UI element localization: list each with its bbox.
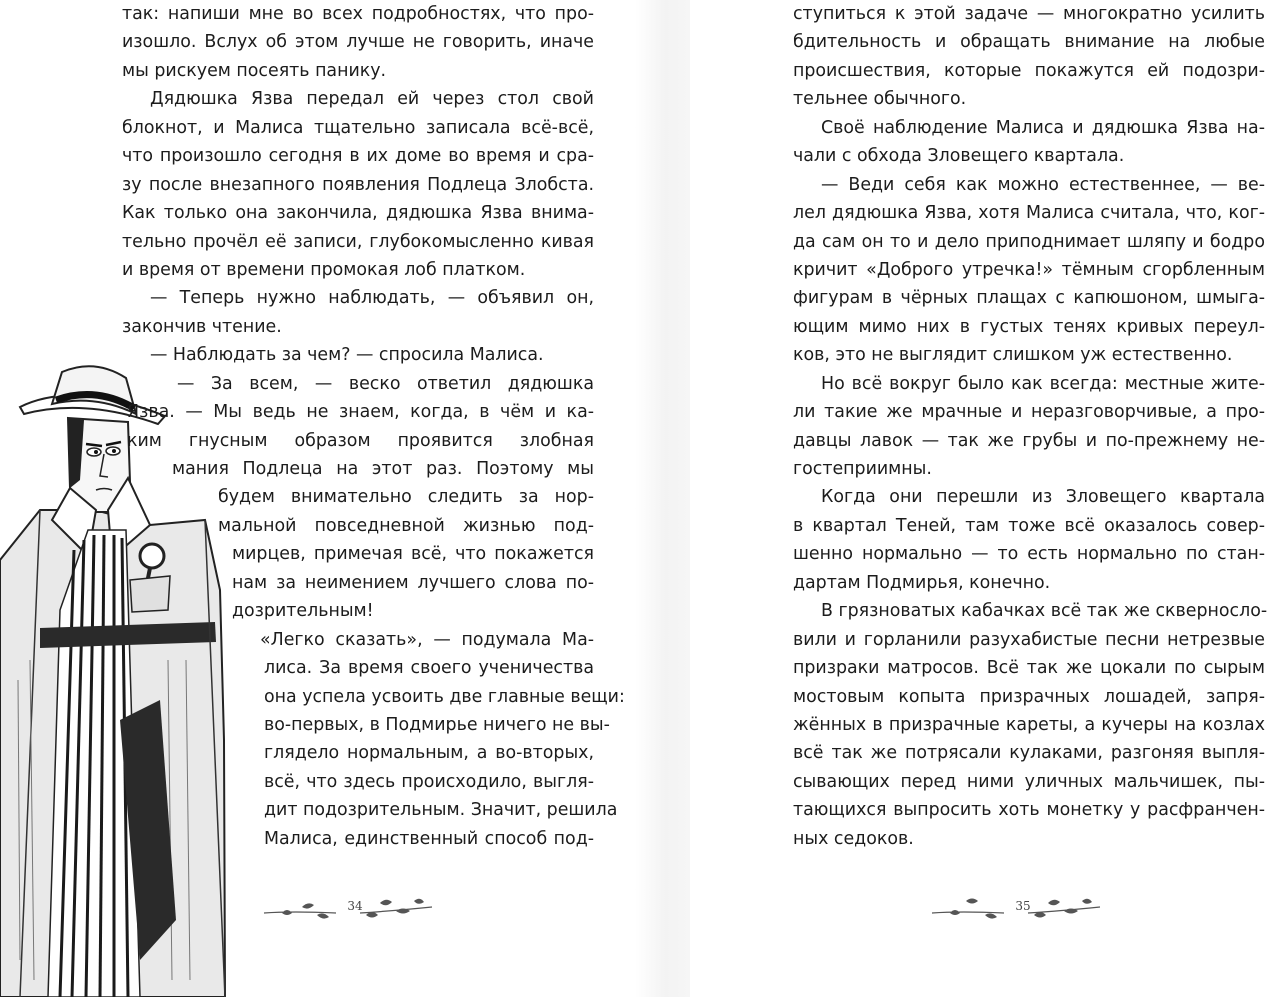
- text-line: — Веди себя как можно естественнее, — ве-: [821, 174, 1265, 195]
- text-line: ков, это не выглядит слишком уж естественно.: [793, 345, 1233, 366]
- text-line: бдительность и обращать внимание на любые: [793, 32, 1265, 53]
- text-line: вили и горланили разухабистые песни нетрезвые: [793, 629, 1265, 650]
- text-line: мы рискуем посеять панику.: [122, 60, 387, 81]
- text-line: всё, что здесь происходило, выгля-: [264, 771, 594, 792]
- text-line: чали с обхода Зловещего квартала.: [793, 146, 1125, 167]
- text-line: ступиться к этой задаче — многократно усилить: [793, 4, 1265, 24]
- text-line: дартам Подмирья, конечно.: [793, 572, 1051, 593]
- text-line: жённых в призрачные кареты, а кучеры на козлах: [793, 714, 1265, 735]
- text-line: во-первых, в Подмирье ничего не вы-: [264, 714, 610, 735]
- text-line: ким гнусным образом проявится злобная: [127, 430, 594, 451]
- text-line: Дядюшка Язва передал ей через стол свой: [150, 89, 594, 110]
- text-line: дозрительным!: [232, 601, 374, 622]
- text-line: — Теперь нужно наблюдать, — объявил он,: [150, 288, 594, 309]
- text-line: тающихся выпросить хоть монетку у расфранчен-: [793, 800, 1265, 821]
- text-line: — За всем, — веско ответил дядюшка: [177, 373, 594, 394]
- text-line: глядело нормальным, а во-вторых,: [264, 743, 594, 764]
- text-line: призраки матросов. Всё так же цокали по сырым: [793, 658, 1265, 679]
- right-page-text: [793, 0, 1268, 853]
- page-number-ornament: [930, 893, 1102, 925]
- text-line: ющим мимо них в густых тенях кривых переул-: [793, 316, 1265, 337]
- text-line: тельно прочёл её записи, глубокомысленно кивая: [122, 231, 594, 252]
- text-line: блокнот, и Малиса тщательно записала всё-всё,: [122, 117, 594, 138]
- text-line: да сам он то и дело приподнимает шляпу и бодро: [793, 231, 1265, 252]
- text-line: мания Подлеца на этот раз. Поэтому мы: [172, 459, 594, 479]
- text-line: сывающих перед ними уличных мальчишек, пы-: [793, 771, 1265, 792]
- text-line: всё так же потрясали кулаками, разгоняя выпля-: [793, 743, 1265, 764]
- text-line: фигурам в чёрных плащах с капюшоном, шмыга-: [793, 288, 1265, 309]
- text-line: Язва. — Мы ведь не знаем, когда, в чём и ка-: [127, 402, 594, 423]
- text-line: закончив чтение.: [122, 316, 282, 337]
- text-line: и время от времени промокая лоб платком.: [122, 259, 526, 280]
- text-line: нам за неимением лучшего слова по-: [232, 572, 594, 593]
- text-line: В грязноватых кабачках всё так же скверносло-: [821, 601, 1268, 622]
- text-line: «Легко сказать», — подумала Ма-: [260, 629, 594, 650]
- text-line: гостеприимны.: [793, 459, 932, 479]
- text-line: Как только она закончила, дядюшка Язва внима-: [122, 203, 594, 224]
- page-number: 35: [1015, 899, 1031, 913]
- text-line: кричит «Доброго утречка!» тёмным сгорбленным: [793, 259, 1265, 280]
- text-line: что произошло сегодня в их доме во время и сра-: [122, 146, 594, 167]
- text-line: Но всё вокруг было как всегда: местные жите-: [821, 373, 1265, 394]
- text-line: мирцев, примечая всё, что покажется: [232, 544, 594, 565]
- text-line: Своё наблюдение Малиса и дядюшка Язва на-: [821, 117, 1265, 138]
- text-line: так: напиши мне во всех подробностях, что про-: [122, 4, 594, 24]
- text-line: ных седоков.: [793, 828, 914, 849]
- text-line: дит подозрительным. Значит, решила: [264, 800, 618, 821]
- text-line: шенно нормально — то есть нормально по стан-: [793, 544, 1265, 565]
- text-line: она успела усвоить две главные вещи:: [264, 686, 625, 707]
- page-number-ornament: [262, 893, 434, 925]
- text-line: будем внимательно следить за нор-: [218, 487, 594, 508]
- left-page-text: [122, 0, 625, 853]
- text-line: зу после внезапного появления Подлеца Злобста.: [122, 174, 594, 195]
- text-line: тельнее обычного.: [793, 89, 967, 110]
- page-number: 34: [347, 899, 363, 913]
- text-line: давцы лавок — так же грубы и по-прежнему не-: [793, 430, 1265, 451]
- text-line: лиса. За время своего ученичества: [264, 658, 594, 679]
- text-line: мальной повседневной жизнью под-: [218, 515, 594, 536]
- text-line: — Наблюдать за чем? — спросила Малиса.: [150, 345, 544, 366]
- text-line: изошло. Вслух об этом лучше не говорить, иначе: [122, 32, 594, 53]
- text-line: мостовым копыта призрачных лошадей, запря-: [793, 686, 1265, 707]
- text-line: Когда они перешли из Зловещего квартала: [821, 487, 1265, 508]
- text-line: ли такие же мрачные и неразговорчивые, а про-: [793, 402, 1265, 423]
- text-line: в квартал Теней, там тоже всё оказалось совер-: [793, 515, 1265, 536]
- book-gutter: [635, 0, 690, 997]
- text-line: происшествия, которые покажутся ей подозри-: [793, 60, 1265, 81]
- text-line: Малиса, единственный способ под-: [264, 828, 594, 849]
- text-line: лел дядюшка Язва, хотя Малиса считала, что, ког-: [793, 203, 1265, 224]
